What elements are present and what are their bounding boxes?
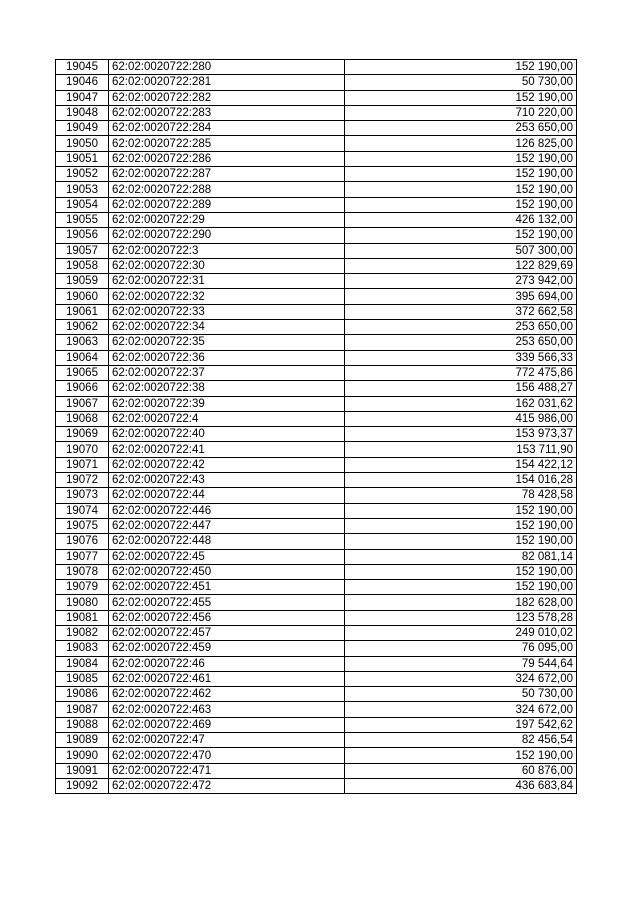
- cadastral-value-cell: 152 190,00: [345, 518, 577, 533]
- table-row: [56, 733, 577, 748]
- cadastral-number-cell: 62:02:0020722:34: [109, 320, 345, 335]
- table-row: [56, 151, 577, 166]
- table-row: [56, 427, 577, 442]
- cadastral-value-cell: 156 488,27: [345, 381, 577, 396]
- row-number-cell: 19072: [56, 473, 109, 488]
- cadastral-value-cell: 152 190,00: [345, 182, 577, 197]
- table-row: [56, 580, 577, 595]
- cadastral-number-cell: 62:02:0020722:448: [109, 534, 345, 549]
- cadastral-value-cell: 426 132,00: [345, 212, 577, 227]
- table-row: [56, 121, 577, 136]
- cadastral-number-cell: 62:02:0020722:455: [109, 595, 345, 610]
- row-number-cell: 19059: [56, 274, 109, 289]
- table-row: [56, 335, 577, 350]
- row-number-cell: 19088: [56, 717, 109, 732]
- row-number-cell: 19065: [56, 365, 109, 380]
- row-number-cell: 19076: [56, 534, 109, 549]
- cadastral-number-cell: 62:02:0020722:31: [109, 274, 345, 289]
- cadastral-number-cell: 62:02:0020722:450: [109, 564, 345, 579]
- cadastral-number-cell: 62:02:0020722:46: [109, 656, 345, 671]
- cadastral-value-cell: 79 544,64: [345, 656, 577, 671]
- row-number-cell: 19085: [56, 671, 109, 686]
- cadastral-value-cell: 153 973,37: [345, 427, 577, 442]
- cadastral-number-cell: 62:02:0020722:472: [109, 778, 345, 793]
- cadastral-value-cell: 372 662,58: [345, 304, 577, 319]
- table-row: [56, 197, 577, 212]
- table-row: [56, 274, 577, 289]
- table-row: [56, 488, 577, 503]
- row-number-cell: 19053: [56, 182, 109, 197]
- cadastral-number-cell: 62:02:0020722:463: [109, 702, 345, 717]
- row-number-cell: 19067: [56, 396, 109, 411]
- row-number-cell: 19079: [56, 580, 109, 595]
- cadastral-value-cell: 507 300,00: [345, 243, 577, 258]
- cadastral-number-cell: 62:02:0020722:47: [109, 733, 345, 748]
- cadastral-value-cell: 197 542,62: [345, 717, 577, 732]
- cadastral-number-cell: 62:02:0020722:447: [109, 518, 345, 533]
- row-number-cell: 19066: [56, 381, 109, 396]
- cadastral-number-cell: 62:02:0020722:3: [109, 243, 345, 258]
- cadastral-number-cell: 62:02:0020722:470: [109, 748, 345, 763]
- cadastral-value-cell: 78 428,58: [345, 488, 577, 503]
- row-number-cell: 19083: [56, 641, 109, 656]
- cadastral-value-cell: 273 942,00: [345, 274, 577, 289]
- cadastral-value-cell: 152 190,00: [345, 90, 577, 105]
- cadastral-value-cell: 153 711,90: [345, 442, 577, 457]
- cadastral-number-cell: 62:02:0020722:282: [109, 90, 345, 105]
- row-number-cell: 19082: [56, 625, 109, 640]
- cadastral-value-cell: 82 081,14: [345, 549, 577, 564]
- cadastral-value-cell: 152 190,00: [345, 534, 577, 549]
- cadastral-value-cell: 50 730,00: [345, 75, 577, 90]
- cadastral-number-cell: 62:02:0020722:469: [109, 717, 345, 732]
- table-row: [56, 75, 577, 90]
- cadastral-number-cell: 62:02:0020722:286: [109, 151, 345, 166]
- row-number-cell: 19057: [56, 243, 109, 258]
- row-number-cell: 19050: [56, 136, 109, 151]
- cadastral-number-cell: 62:02:0020722:281: [109, 75, 345, 90]
- table-row: [56, 503, 577, 518]
- row-number-cell: 19086: [56, 687, 109, 702]
- cadastral-value-cell: 324 672,00: [345, 702, 577, 717]
- row-number-cell: 19075: [56, 518, 109, 533]
- cadastral-value-cell: 324 672,00: [345, 671, 577, 686]
- cadastral-value-cell: 415 986,00: [345, 411, 577, 426]
- table-row: [56, 687, 577, 702]
- table-row: [56, 549, 577, 564]
- table-row: [56, 396, 577, 411]
- cadastral-number-cell: 62:02:0020722:283: [109, 105, 345, 120]
- cadastral-number-cell: 62:02:0020722:39: [109, 396, 345, 411]
- cadastral-value-cell: 154 016,28: [345, 473, 577, 488]
- cadastral-number-cell: 62:02:0020722:457: [109, 625, 345, 640]
- cadastral-value-cell: 182 628,00: [345, 595, 577, 610]
- table-row: [56, 595, 577, 610]
- cadastral-number-cell: 62:02:0020722:45: [109, 549, 345, 564]
- cadastral-value-cell: 710 220,00: [345, 105, 577, 120]
- cadastral-value-cell: 253 650,00: [345, 335, 577, 350]
- cadastral-number-cell: 62:02:0020722:280: [109, 60, 345, 75]
- cadastral-value-cell: 122 829,69: [345, 258, 577, 273]
- table-body: [56, 60, 577, 794]
- cadastral-number-cell: 62:02:0020722:37: [109, 365, 345, 380]
- cadastral-number-cell: 62:02:0020722:290: [109, 228, 345, 243]
- table-row: [56, 258, 577, 273]
- cadastral-number-cell: 62:02:0020722:29: [109, 212, 345, 227]
- row-number-cell: 19062: [56, 320, 109, 335]
- table-row: [56, 411, 577, 426]
- table-row: [56, 442, 577, 457]
- table-row: [56, 656, 577, 671]
- row-number-cell: 19068: [56, 411, 109, 426]
- row-number-cell: 19073: [56, 488, 109, 503]
- cadastral-value-cell: 152 190,00: [345, 197, 577, 212]
- cadastral-number-cell: 62:02:0020722:40: [109, 427, 345, 442]
- row-number-cell: 19051: [56, 151, 109, 166]
- cadastral-value-cell: 82 456,54: [345, 733, 577, 748]
- cadastral-value-cell: 126 825,00: [345, 136, 577, 151]
- table-row: [56, 182, 577, 197]
- table-row: [56, 60, 577, 75]
- cadastral-number-cell: 62:02:0020722:461: [109, 671, 345, 686]
- cadastral-number-cell: 62:02:0020722:284: [109, 121, 345, 136]
- cadastral-value-cell: 60 876,00: [345, 763, 577, 778]
- cadastral-number-cell: 62:02:0020722:451: [109, 580, 345, 595]
- parcel-value-table: [55, 59, 577, 794]
- cadastral-number-cell: 62:02:0020722:43: [109, 473, 345, 488]
- table-row: [56, 748, 577, 763]
- cadastral-value-cell: 154 422,12: [345, 457, 577, 472]
- table-row: [56, 90, 577, 105]
- table-row: [56, 289, 577, 304]
- row-number-cell: 19049: [56, 121, 109, 136]
- row-number-cell: 19048: [56, 105, 109, 120]
- table-row: [56, 381, 577, 396]
- row-number-cell: 19064: [56, 350, 109, 365]
- table-row: [56, 473, 577, 488]
- table-row: [56, 702, 577, 717]
- cadastral-number-cell: 62:02:0020722:44: [109, 488, 345, 503]
- row-number-cell: 19063: [56, 335, 109, 350]
- cadastral-value-cell: 50 730,00: [345, 687, 577, 702]
- cadastral-number-cell: 62:02:0020722:30: [109, 258, 345, 273]
- row-number-cell: 19090: [56, 748, 109, 763]
- table-row: [56, 136, 577, 151]
- cadastral-number-cell: 62:02:0020722:285: [109, 136, 345, 151]
- cadastral-value-cell: 436 683,84: [345, 778, 577, 793]
- cadastral-number-cell: 62:02:0020722:36: [109, 350, 345, 365]
- cadastral-value-cell: 152 190,00: [345, 60, 577, 75]
- cadastral-number-cell: 62:02:0020722:32: [109, 289, 345, 304]
- table-row: [56, 320, 577, 335]
- table-row: [56, 610, 577, 625]
- cadastral-number-cell: 62:02:0020722:41: [109, 442, 345, 457]
- row-number-cell: 19046: [56, 75, 109, 90]
- table-row: [56, 534, 577, 549]
- cadastral-number-cell: 62:02:0020722:471: [109, 763, 345, 778]
- cadastral-number-cell: 62:02:0020722:287: [109, 167, 345, 182]
- table-row: [56, 365, 577, 380]
- cadastral-value-cell: 249 010,02: [345, 625, 577, 640]
- table-row: [56, 518, 577, 533]
- cadastral-value-cell: 253 650,00: [345, 121, 577, 136]
- row-number-cell: 19091: [56, 763, 109, 778]
- cadastral-value-cell: 152 190,00: [345, 580, 577, 595]
- cadastral-number-cell: 62:02:0020722:4: [109, 411, 345, 426]
- table-row: [56, 564, 577, 579]
- table-row: [56, 763, 577, 778]
- table-row: [56, 625, 577, 640]
- row-number-cell: 19069: [56, 427, 109, 442]
- cadastral-number-cell: 62:02:0020722:38: [109, 381, 345, 396]
- cadastral-value-cell: 339 566,33: [345, 350, 577, 365]
- cadastral-value-cell: 152 190,00: [345, 228, 577, 243]
- cadastral-value-cell: 152 190,00: [345, 503, 577, 518]
- table-row: [56, 350, 577, 365]
- table-row: [56, 243, 577, 258]
- row-number-cell: 19071: [56, 457, 109, 472]
- row-number-cell: 19084: [56, 656, 109, 671]
- table-row: [56, 304, 577, 319]
- cadastral-value-cell: 152 190,00: [345, 564, 577, 579]
- row-number-cell: 19081: [56, 610, 109, 625]
- table-row: [56, 671, 577, 686]
- row-number-cell: 19061: [56, 304, 109, 319]
- cadastral-number-cell: 62:02:0020722:289: [109, 197, 345, 212]
- cadastral-number-cell: 62:02:0020722:42: [109, 457, 345, 472]
- table-row: [56, 167, 577, 182]
- table-row: [56, 717, 577, 732]
- row-number-cell: 19080: [56, 595, 109, 610]
- row-number-cell: 19055: [56, 212, 109, 227]
- row-number-cell: 19078: [56, 564, 109, 579]
- cadastral-value-cell: 152 190,00: [345, 151, 577, 166]
- cadastral-value-cell: 395 694,00: [345, 289, 577, 304]
- row-number-cell: 19070: [56, 442, 109, 457]
- cadastral-number-cell: 62:02:0020722:446: [109, 503, 345, 518]
- cadastral-number-cell: 62:02:0020722:462: [109, 687, 345, 702]
- row-number-cell: 19092: [56, 778, 109, 793]
- row-number-cell: 19058: [56, 258, 109, 273]
- cadastral-value-cell: 253 650,00: [345, 320, 577, 335]
- cadastral-number-cell: 62:02:0020722:456: [109, 610, 345, 625]
- cadastral-number-cell: 62:02:0020722:459: [109, 641, 345, 656]
- cadastral-number-cell: 62:02:0020722:35: [109, 335, 345, 350]
- row-number-cell: 19074: [56, 503, 109, 518]
- cadastral-value-cell: 152 190,00: [345, 167, 577, 182]
- table-row: [56, 228, 577, 243]
- cadastral-value-cell: 772 475,86: [345, 365, 577, 380]
- row-number-cell: 19056: [56, 228, 109, 243]
- table-row: [56, 212, 577, 227]
- cadastral-number-cell: 62:02:0020722:33: [109, 304, 345, 319]
- row-number-cell: 19047: [56, 90, 109, 105]
- row-number-cell: 19077: [56, 549, 109, 564]
- table-row: [56, 105, 577, 120]
- row-number-cell: 19054: [56, 197, 109, 212]
- row-number-cell: 19087: [56, 702, 109, 717]
- cadastral-number-cell: 62:02:0020722:288: [109, 182, 345, 197]
- row-number-cell: 19060: [56, 289, 109, 304]
- cadastral-value-cell: 76 095,00: [345, 641, 577, 656]
- row-number-cell: 19045: [56, 60, 109, 75]
- cadastral-value-cell: 152 190,00: [345, 748, 577, 763]
- table-row: [56, 641, 577, 656]
- cadastral-value-cell: 162 031,62: [345, 396, 577, 411]
- table-row: [56, 457, 577, 472]
- table-row: [56, 778, 577, 793]
- cadastral-value-cell: 123 578,28: [345, 610, 577, 625]
- row-number-cell: 19089: [56, 733, 109, 748]
- row-number-cell: 19052: [56, 167, 109, 182]
